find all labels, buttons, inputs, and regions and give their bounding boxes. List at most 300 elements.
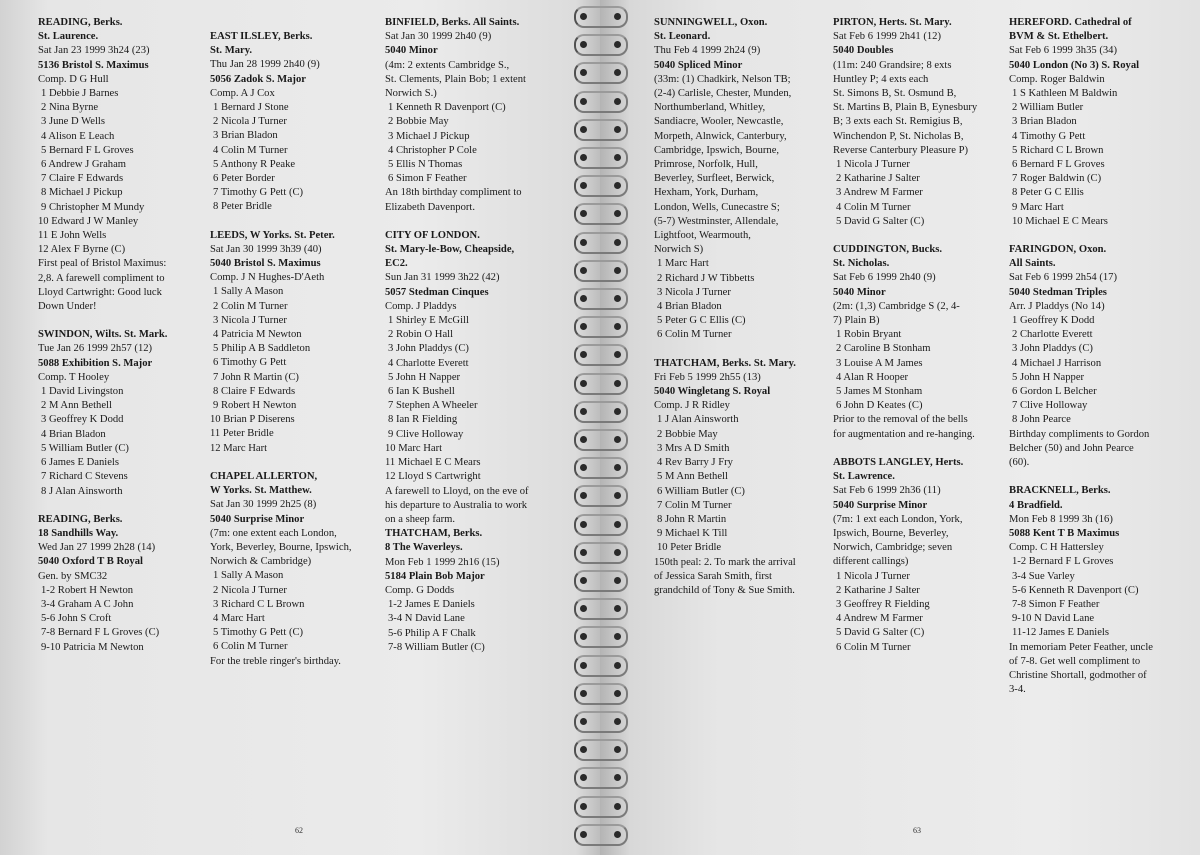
entry-text-line: 9 Clive Holloway — [388, 428, 464, 440]
entry-text-line: 11 Michael E C Mears — [385, 457, 481, 469]
entry-heading-line: CITY OF LONDON. — [385, 229, 480, 241]
entry-text-line: 5 John H Napper — [388, 371, 461, 383]
entry-text-line: 3 Geoffrey K Dodd — [41, 414, 124, 426]
entry-text-line: 1-2 James E Daniels — [388, 599, 475, 611]
entry-text-line: 5 Anthony R Peake — [213, 158, 296, 170]
entry-text-line: 7-8 Simon F Feather — [1012, 598, 1100, 610]
entry-text-line: 6 Timothy G Pett — [213, 357, 287, 369]
entry-text-line: 7 Claire F Edwards — [41, 173, 124, 185]
entry-text-line: B; 3 exts each St. Remigius B, — [833, 116, 963, 128]
entry-heading-line: 5056 Zadok S. Major — [210, 73, 306, 85]
entry-text-line: Sandiacre, Wooler, Newcastle, — [654, 116, 784, 128]
spacer — [38, 314, 167, 328]
entry-text-line: A farewell to Lloyd, on the eve of — [385, 485, 529, 497]
entry-text-line: Fri Feb 5 1999 2h55 (13) — [654, 371, 761, 383]
entry-text-line: 10 Brian P Diserens — [210, 414, 295, 426]
entry-text-line: 6 Colin M Turner — [836, 641, 911, 653]
entry-text-line: 2 Katharine J Salter — [836, 173, 920, 185]
entry-text-line: 2 Richard J W Tibbetts — [657, 272, 755, 284]
entry-text-line: 5-6 John S Croft — [41, 613, 112, 625]
entry-text-line: St. Martins B, Plain B, Eynesbury — [833, 102, 978, 114]
entry-text-line: Sat Feb 6 1999 2h36 (11) — [833, 485, 941, 497]
spiral-ring — [574, 316, 626, 336]
entry-text-line: An 18th birthday compliment to — [385, 187, 522, 199]
entry-text-line: 8 John R Martin — [657, 513, 727, 525]
entry-text-line: 6 Andrew J Graham — [41, 159, 127, 171]
entry-heading-line: THATCHAM, Berks. — [385, 528, 483, 540]
entry-text-line: Christine Shortall, godmother of — [1009, 669, 1147, 681]
entry-text-line: 1 Debbie J Barnes — [41, 88, 119, 100]
entry-heading-line: 5040 Bristol S. Maximus — [210, 258, 321, 270]
entry-text-line: 8 Claire F Edwards — [213, 385, 296, 397]
entry-text-line: 9 Robert H Newton — [213, 400, 297, 412]
entry-text-line: 6 John D Keates (C) — [836, 400, 923, 412]
entry-text-line: 4 Charlotte Everett — [388, 357, 469, 369]
entry-text-line: Norwich S) — [654, 244, 704, 256]
spiral-binding — [560, 0, 640, 855]
spacer — [833, 442, 977, 456]
entry-text-line: 4 Colin M Turner — [836, 201, 911, 213]
entry-text-line: 10 Michael E C Mears — [1012, 215, 1108, 227]
entry-text-line: 7 Richard C Stevens — [41, 471, 128, 483]
entry-text-line: 7-8 William Butler (C) — [388, 641, 485, 653]
entry-text-line: 5 James M Stonham — [836, 386, 923, 398]
entry-text-line: on a sheep farm. — [385, 513, 456, 525]
spiral-ring — [574, 683, 626, 703]
entry-heading-line: BVM & St. Ethelbert. — [1009, 31, 1109, 43]
entry-text-line: 5 William Butler (C) — [41, 442, 129, 454]
entry-heading-line: 18 Sandhills Way. — [38, 527, 119, 539]
entry-text-line: 7 Timothy G Pett (C) — [213, 187, 304, 199]
spiral-ring — [574, 232, 626, 252]
right-column-2 — [833, 16, 977, 655]
entry-text-line: Lightfoot, Wearmouth, — [654, 230, 751, 242]
entry-text-line: 1 Bernard J Stone — [213, 102, 289, 114]
entry-text-line: Sun Jan 31 1999 3h22 (42) — [385, 272, 500, 284]
spacer — [210, 215, 352, 229]
entry-text-line: Comp. G Dodds — [385, 584, 455, 596]
entry-heading-line: THATCHAM, Berks. St. Mary. — [654, 357, 796, 369]
entry-text-line: 6 Peter Border — [213, 173, 275, 185]
entry-text-line: 6 William Butler (C) — [657, 485, 745, 497]
entry-text-line: Sat Jan 23 1999 3h24 (23) — [38, 45, 150, 57]
entry-text-line: his departure to Australia to work — [385, 499, 528, 511]
spiral-ring — [574, 739, 626, 759]
entry-heading-line: 5136 Bristol S. Maximus — [38, 59, 149, 71]
entry-text-line: 2 Katharine J Salter — [836, 584, 920, 596]
entry-heading-line: 5040 Spliced Minor — [654, 59, 743, 71]
entry-heading-line: 5088 Exhibition S. Major — [38, 357, 153, 369]
entry-text-line: Arr. J Pladdys (No 14) — [1009, 300, 1105, 312]
entry-text-line: Huntley P; 4 exts each — [833, 73, 929, 85]
entry-text-line: 11 Peter Bridle — [210, 428, 274, 440]
entry-text-line: 4 Patricia M Newton — [213, 329, 302, 341]
entry-text-line: 1 Robin Bryant — [836, 329, 902, 341]
entry-text-line: Lloyd Cartwright: Good luck — [38, 286, 162, 298]
entry-text-line: Norwich S.) — [385, 88, 437, 100]
entry-text-line: Comp. Roger Baldwin — [1009, 73, 1105, 85]
entry-text-line: 5 John H Napper — [1012, 371, 1085, 383]
spacer — [210, 456, 352, 470]
entry-text-line: 4 Timothy G Pett — [1012, 130, 1086, 142]
entry-heading-line: St. Nicholas. — [833, 258, 890, 270]
entry-text-line: 10 Edward J W Manley — [38, 215, 139, 227]
spiral-ring — [574, 570, 626, 590]
entry-text-line: Sat Jan 30 1999 2h40 (9) — [385, 31, 492, 43]
entry-heading-line: LEEDS, W Yorks. St. Peter. — [210, 229, 335, 241]
entry-text-line: 2 Robin O Hall — [388, 329, 454, 341]
left-column-1 — [38, 16, 167, 655]
spiral-ring — [574, 598, 626, 618]
entry-text-line: 6 Simon F Feather — [388, 173, 467, 185]
entry-text-line: Comp. C H Hattersley — [1009, 542, 1104, 554]
entry-text-line: 12 Lloyd S Cartwright — [385, 471, 481, 483]
spiral-ring — [574, 429, 626, 449]
entry-text-line: (11m: 240 Grandsire; 8 exts — [833, 59, 952, 71]
entry-text-line: Comp. J N Hughes-D'Aeth — [210, 272, 325, 284]
entry-text-line: (7m: one extent each London, — [210, 527, 337, 539]
entry-text-line: Sat Jan 30 1999 3h39 (40) — [210, 243, 322, 255]
entry-text-line: 2,8. A farewell compliment to — [38, 272, 165, 284]
entry-text-line: Primrose, Norfolk, Hull, — [654, 159, 758, 171]
entry-text-line: 9 Michael K Till — [657, 528, 728, 540]
entry-text-line: 6 Ian K Bushell — [388, 386, 455, 398]
spacer — [210, 16, 352, 30]
spiral-ring — [574, 62, 626, 82]
entry-text-line: 5 Philip A B Saddleton — [213, 343, 311, 355]
entry-heading-line: CUDDINGTON, Bucks. — [833, 244, 942, 256]
entry-text-line: 5 Peter G C Ellis (C) — [657, 315, 746, 327]
entry-text-line: 12 Alex F Byrne (C) — [38, 244, 126, 256]
entry-text-line: 11-12 James E Daniels — [1012, 627, 1109, 639]
entry-text-line: 1 Geoffrey K Dodd — [1012, 315, 1095, 327]
entry-text-line: 9-10 N David Lane — [1012, 613, 1095, 625]
entry-heading-line: BRACKNELL, Berks. — [1009, 485, 1111, 497]
entry-text-line: Ipswich, Bourne, Beverley, — [833, 527, 949, 539]
entry-text-line: 3-4 N David Lane — [388, 613, 465, 625]
entry-heading-line: 5040 Doubles — [833, 45, 894, 57]
entry-text-line: 7 Stephen A Wheeler — [388, 400, 478, 412]
spiral-ring — [574, 514, 626, 534]
spiral-ring — [574, 824, 626, 844]
entry-text-line: 5-6 Philip A F Chalk — [388, 627, 476, 639]
spiral-ring — [574, 767, 626, 787]
entry-text-line: 3 Nicola J Turner — [213, 314, 287, 326]
spiral-ring — [574, 6, 626, 26]
entry-heading-line: 4 Bradfield. — [1009, 499, 1063, 511]
entry-text-line: 8 J Alan Ainsworth — [41, 485, 123, 497]
entry-text-line: 3-4 Sue Varley — [1012, 570, 1075, 582]
entry-text-line: 1 J Alan Ainsworth — [657, 414, 739, 426]
entry-text-line: 5 M Ann Bethell — [657, 471, 728, 483]
entry-text-line: 3 Andrew M Farmer — [836, 187, 923, 199]
entry-text-line: 150th peal: 2. To mark the arrival — [654, 556, 796, 568]
right-column-3 — [1009, 16, 1153, 697]
entry-text-line: different callings) — [833, 556, 909, 568]
entry-heading-line: ABBOTS LANGLEY, Herts. — [833, 456, 964, 468]
entry-text-line: Thu Jan 28 1999 2h40 (9) — [210, 59, 320, 71]
entry-text-line: 12 Marc Hart — [210, 442, 268, 454]
left-column-3 — [385, 16, 529, 655]
entry-text-line: 4 Christopher P Cole — [388, 144, 477, 156]
entry-text-line: Mon Feb 8 1999 3h (16) — [1009, 513, 1113, 525]
entry-text-line: 3 Louise A M James — [836, 357, 923, 369]
left-column-2 — [210, 16, 352, 669]
entry-heading-line: 5040 London (No 3) S. Royal — [1009, 59, 1140, 71]
entry-heading-line: SUNNINGWELL, Oxon. — [654, 17, 768, 28]
entry-text-line: 3-4. — [1009, 684, 1026, 696]
entry-text-line: 6 Colin M Turner — [657, 329, 732, 341]
entry-text-line: Sat Feb 6 1999 3h35 (34) — [1009, 45, 1117, 57]
entry-text-line: 7 John R Martin (C) — [213, 371, 299, 383]
spiral-ring — [574, 457, 626, 477]
entry-text-line: 8 Peter Bridle — [213, 201, 272, 213]
spiral-ring — [574, 401, 626, 421]
entry-text-line: 7) Plain B) — [833, 315, 880, 327]
entry-text-line: 8 John Pearce — [1012, 414, 1071, 426]
entry-text-line: 10 Peter Bridle — [657, 542, 722, 554]
entry-text-line: 2 Nicola J Turner — [213, 116, 287, 128]
spiral-ring — [574, 711, 626, 731]
entry-text-line: Hexham, York, Durham, — [654, 187, 759, 199]
entry-text-line: 2 William Butler — [1012, 102, 1084, 114]
entry-text-line: Tue Jan 26 1999 2h57 (12) — [38, 343, 153, 355]
entry-text-line: 4 Alan R Hooper — [836, 371, 909, 383]
spiral-ring — [574, 91, 626, 111]
entry-text-line: 2 Nicola J Turner — [213, 584, 287, 596]
entry-text-line: 5-6 Kenneth R Davenport (C) — [1012, 584, 1139, 596]
entry-text-line: for augmentation and re-hanging. — [833, 428, 975, 440]
entry-text-line: 2 Caroline B Stonham — [836, 343, 931, 355]
entry-heading-line: St. Mary. — [210, 45, 253, 57]
entry-heading-line: St. Laurence. — [38, 31, 99, 43]
entry-text-line: 3 John Pladdys (C) — [388, 343, 469, 355]
entry-text-line: 6 Bernard F L Groves — [1012, 159, 1105, 171]
entry-text-line: In memoriam Peter Feather, uncle — [1009, 641, 1154, 653]
entry-heading-line: CHAPEL ALLERTON, — [210, 470, 318, 482]
spiral-ring — [574, 542, 626, 562]
entry-text-line: 1 Sally A Mason — [213, 570, 284, 582]
entry-text-line: 3 Richard C L Brown — [213, 598, 305, 610]
page-number-right: 63 — [913, 826, 921, 835]
entry-text-line: 8 Peter G C Ellis — [1012, 187, 1084, 199]
entry-text-line: Norwich & Cambridge) — [210, 556, 312, 568]
entry-text-line: 1 Nicola J Turner — [836, 570, 910, 582]
entry-text-line: 5 Richard C L Brown — [1012, 144, 1104, 156]
entry-text-line: Down Under! — [38, 301, 97, 313]
entry-text-line: (4m: 2 extents Cambridge S., — [385, 59, 510, 71]
entry-heading-line: 5184 Plain Bob Major — [385, 570, 485, 582]
entry-heading-line: 5040 Minor — [385, 45, 438, 57]
entry-text-line: 4 Colin M Turner — [213, 144, 288, 156]
entry-text-line: 9-10 Patricia M Newton — [41, 641, 144, 653]
entry-text-line: grandchild of Tony & Sue Smith. — [654, 584, 795, 596]
entry-text-line: 4 Brian Bladon — [657, 301, 722, 313]
entry-heading-line: 5040 Oxford T B Royal — [38, 556, 143, 568]
entry-heading-line: BINFIELD, Berks. All Saints. — [385, 17, 520, 28]
spiral-ring — [574, 203, 626, 223]
entry-text-line: 9 Christopher M Mundy — [41, 201, 145, 213]
entry-text-line: Comp. J Pladdys — [385, 300, 457, 312]
entry-text-line: York, Beverley, Bourne, Ipswich, — [210, 541, 352, 553]
spiral-ring — [574, 260, 626, 280]
entry-text-line: 2 M Ann Bethell — [41, 400, 112, 412]
spiral-ring — [574, 373, 626, 393]
entry-heading-line: READING, Berks. — [38, 17, 123, 28]
entry-text-line: Norwich, Cambridge; seven — [833, 542, 953, 554]
entry-text-line: Sat Feb 6 1999 2h54 (17) — [1009, 272, 1117, 284]
entry-text-line: Elizabeth Davenport. — [385, 201, 476, 213]
entry-text-line: 6 Colin M Turner — [213, 641, 288, 653]
entry-text-line: 8 Michael J Pickup — [41, 187, 123, 199]
entry-text-line: of Jessica Sarah Smith, first — [654, 570, 772, 582]
entry-text-line: Birthday compliments to Gordon — [1009, 428, 1150, 440]
entry-text-line: (2-4) Carlisle, Chester, Munden, — [654, 88, 792, 100]
entry-text-line: Wed Jan 27 1999 2h28 (14) — [38, 542, 156, 554]
entry-text-line: Comp. T Hooley — [38, 371, 110, 383]
entry-text-line: 5 David G Salter (C) — [836, 215, 925, 227]
entry-text-line: 3 Nicola J Turner — [657, 286, 731, 298]
entry-text-line: 1 S Kathleen M Baldwin — [1012, 88, 1118, 100]
entry-text-line: St. Clements, Plain Bob; 1 extent — [385, 73, 526, 85]
right-column-1 — [654, 16, 796, 598]
entry-text-line: (60). — [1009, 457, 1030, 469]
entry-text-line: 7 Roger Baldwin (C) — [1012, 173, 1102, 185]
entry-text-line: Winchendon P, St. Nicholas B, — [833, 130, 964, 142]
entry-text-line: 4 Rev Barry J Fry — [657, 457, 733, 469]
entry-text-line: 1 Shirley E McGill — [388, 315, 469, 327]
entry-heading-line: St. Lawrence. — [833, 471, 895, 483]
spiral-ring — [574, 147, 626, 167]
entry-text-line: (7m: 1 ext each London, York, — [833, 513, 963, 525]
entry-text-line: 11 E John Wells — [38, 230, 107, 242]
entry-text-line: 3 Brian Bladon — [1012, 116, 1077, 128]
entry-text-line: 5 David G Salter (C) — [836, 627, 925, 639]
entry-heading-line: PIRTON, Herts. St. Mary. — [833, 17, 952, 28]
entry-text-line: Thu Feb 4 1999 2h24 (9) — [654, 45, 761, 57]
entry-text-line: 3 Geoffrey R Fielding — [836, 598, 930, 610]
entry-text-line: Sat Feb 6 1999 2h40 (9) — [833, 272, 936, 284]
entry-text-line: Mon Feb 1 1999 2h16 (15) — [385, 556, 500, 568]
spiral-ring — [574, 119, 626, 139]
spacer — [385, 215, 529, 229]
entry-text-line: 7 Colin M Turner — [657, 499, 732, 511]
right-page — [600, 0, 1200, 855]
entry-text-line: Belcher (50) and John Pearce — [1009, 442, 1134, 454]
spacer — [1009, 229, 1153, 243]
entry-text-line: (2m: (1,3) Cambridge S (2, 4- — [833, 300, 960, 312]
spacer — [38, 499, 167, 513]
entry-text-line: 9 Marc Hart — [1012, 201, 1064, 213]
spiral-ring — [574, 485, 626, 505]
entry-text-line: 7 Clive Holloway — [1012, 400, 1088, 412]
entry-text-line: 1-2 Robert H Newton — [41, 584, 134, 596]
page-number-left: 62 — [295, 826, 303, 835]
entry-heading-line: 5040 Wingletang S. Royal — [654, 386, 771, 398]
entry-heading-line: St. Mary-le-Bow, Cheapside, — [385, 244, 515, 256]
entry-text-line: 5 Bernard F L Groves — [41, 144, 134, 156]
entry-heading-line: READING, Berks. — [38, 513, 123, 525]
entry-text-line: 4 Andrew M Farmer — [836, 613, 923, 625]
spiral-ring — [574, 344, 626, 364]
entry-text-line: 1 Kenneth R Davenport (C) — [388, 102, 506, 114]
entry-heading-line: St. Leonard. — [654, 31, 711, 43]
entry-text-line: 2 Nina Byrne — [41, 102, 99, 114]
entry-text-line: 10 Marc Hart — [385, 442, 443, 454]
spacer — [833, 229, 977, 243]
entry-text-line: Beverley, Surfleet, Berwick, — [654, 173, 775, 185]
entry-heading-line: 5088 Kent T B Maximus — [1009, 527, 1120, 539]
entry-heading-line: EAST ILSLEY, Berks. — [210, 31, 313, 42]
entry-text-line: Reverse Canterbury Pleasure P) — [833, 144, 969, 156]
entry-text-line: Prior to the removal of the bells — [833, 414, 968, 426]
entry-text-line: 7-8 Bernard F L Groves (C) — [41, 627, 160, 639]
entry-text-line: 4 Marc Hart — [213, 612, 265, 624]
entry-text-line: First peal of Bristol Maximus: — [38, 258, 167, 270]
entry-text-line: 6 James E Daniels — [41, 457, 119, 469]
entry-text-line: 3-4 Graham A C John — [41, 598, 134, 610]
spiral-ring — [574, 34, 626, 54]
entry-text-line: 3 June D Wells — [41, 116, 105, 128]
entry-text-line: 1 Nicola J Turner — [836, 159, 910, 171]
spacer — [1009, 470, 1153, 484]
entry-heading-line: SWINDON, Wilts. St. Mark. — [38, 329, 168, 341]
entry-heading-line: HEREFORD. Cathedral of — [1009, 17, 1132, 28]
entry-text-line: Sat Feb 6 1999 2h41 (12) — [833, 31, 941, 43]
entry-text-line: Northumberland, Whitley, — [654, 102, 766, 114]
entry-text-line: 3 Michael J Pickup — [388, 130, 470, 142]
entry-text-line: 8 Ian R Fielding — [388, 414, 458, 426]
entry-heading-line: 5040 Surprise Minor — [210, 513, 305, 525]
entry-heading-line: 8 The Waverleys. — [385, 542, 463, 554]
entry-text-line: (33m: (1) Chadkirk, Nelson TB; — [654, 73, 791, 85]
entry-text-line: Comp. J R Ridley — [654, 400, 730, 412]
entry-heading-line: 5040 Minor — [833, 286, 886, 298]
spiral-ring — [574, 796, 626, 816]
entry-text-line: 3 Mrs A D Smith — [657, 442, 730, 454]
entry-heading-line: 5040 Surprise Minor — [833, 499, 928, 511]
entry-text-line: 2 Charlotte Everett — [1012, 329, 1093, 341]
entry-text-line: 2 Colin M Turner — [213, 300, 288, 312]
entry-text-line: 1 Marc Hart — [657, 258, 709, 270]
entry-text-line: 1 Sally A Mason — [213, 286, 284, 298]
entry-heading-line: 5040 Stedman Triples — [1009, 286, 1107, 298]
entry-text-line: St. Simons B, St. Osmund B, — [833, 88, 957, 100]
entry-text-line: 5 Ellis N Thomas — [388, 159, 463, 171]
spacer — [654, 343, 796, 357]
entry-text-line: 5 Timothy G Pett (C) — [213, 627, 304, 639]
spiral-ring — [574, 288, 626, 308]
entry-text-line: 3 Brian Bladon — [213, 130, 278, 142]
entry-text-line: 4 Alison E Leach — [41, 130, 115, 142]
entry-heading-line: FARINGDON, Oxon. — [1009, 244, 1107, 256]
entry-text-line: London, Wells, Cunecastre S; — [654, 201, 780, 213]
entry-text-line: Sat Jan 30 1999 2h25 (8) — [210, 499, 317, 511]
entry-text-line: 6 Gordon L Belcher — [1012, 386, 1097, 398]
entry-text-line: Comp. D G Hull — [38, 73, 109, 85]
spiral-ring — [574, 175, 626, 195]
entry-text-line: Morpeth, Alnwick, Canterbury, — [654, 130, 787, 142]
entry-text-line: 3 John Pladdys (C) — [1012, 343, 1093, 355]
entry-text-line: 2 Bobbie May — [657, 428, 718, 440]
spiral-ring — [574, 655, 626, 675]
entry-text-line: (5-7) Westminster, Allendale, — [654, 215, 779, 227]
entry-heading-line: EC2. — [385, 258, 408, 270]
entry-text-line: 4 Michael J Harrison — [1012, 357, 1102, 369]
entry-heading-line: W Yorks. St. Matthew. — [210, 485, 312, 497]
entry-text-line: 1-2 Bernard F L Groves — [1012, 556, 1114, 568]
entry-text-line: 2 Bobbie May — [388, 116, 449, 128]
